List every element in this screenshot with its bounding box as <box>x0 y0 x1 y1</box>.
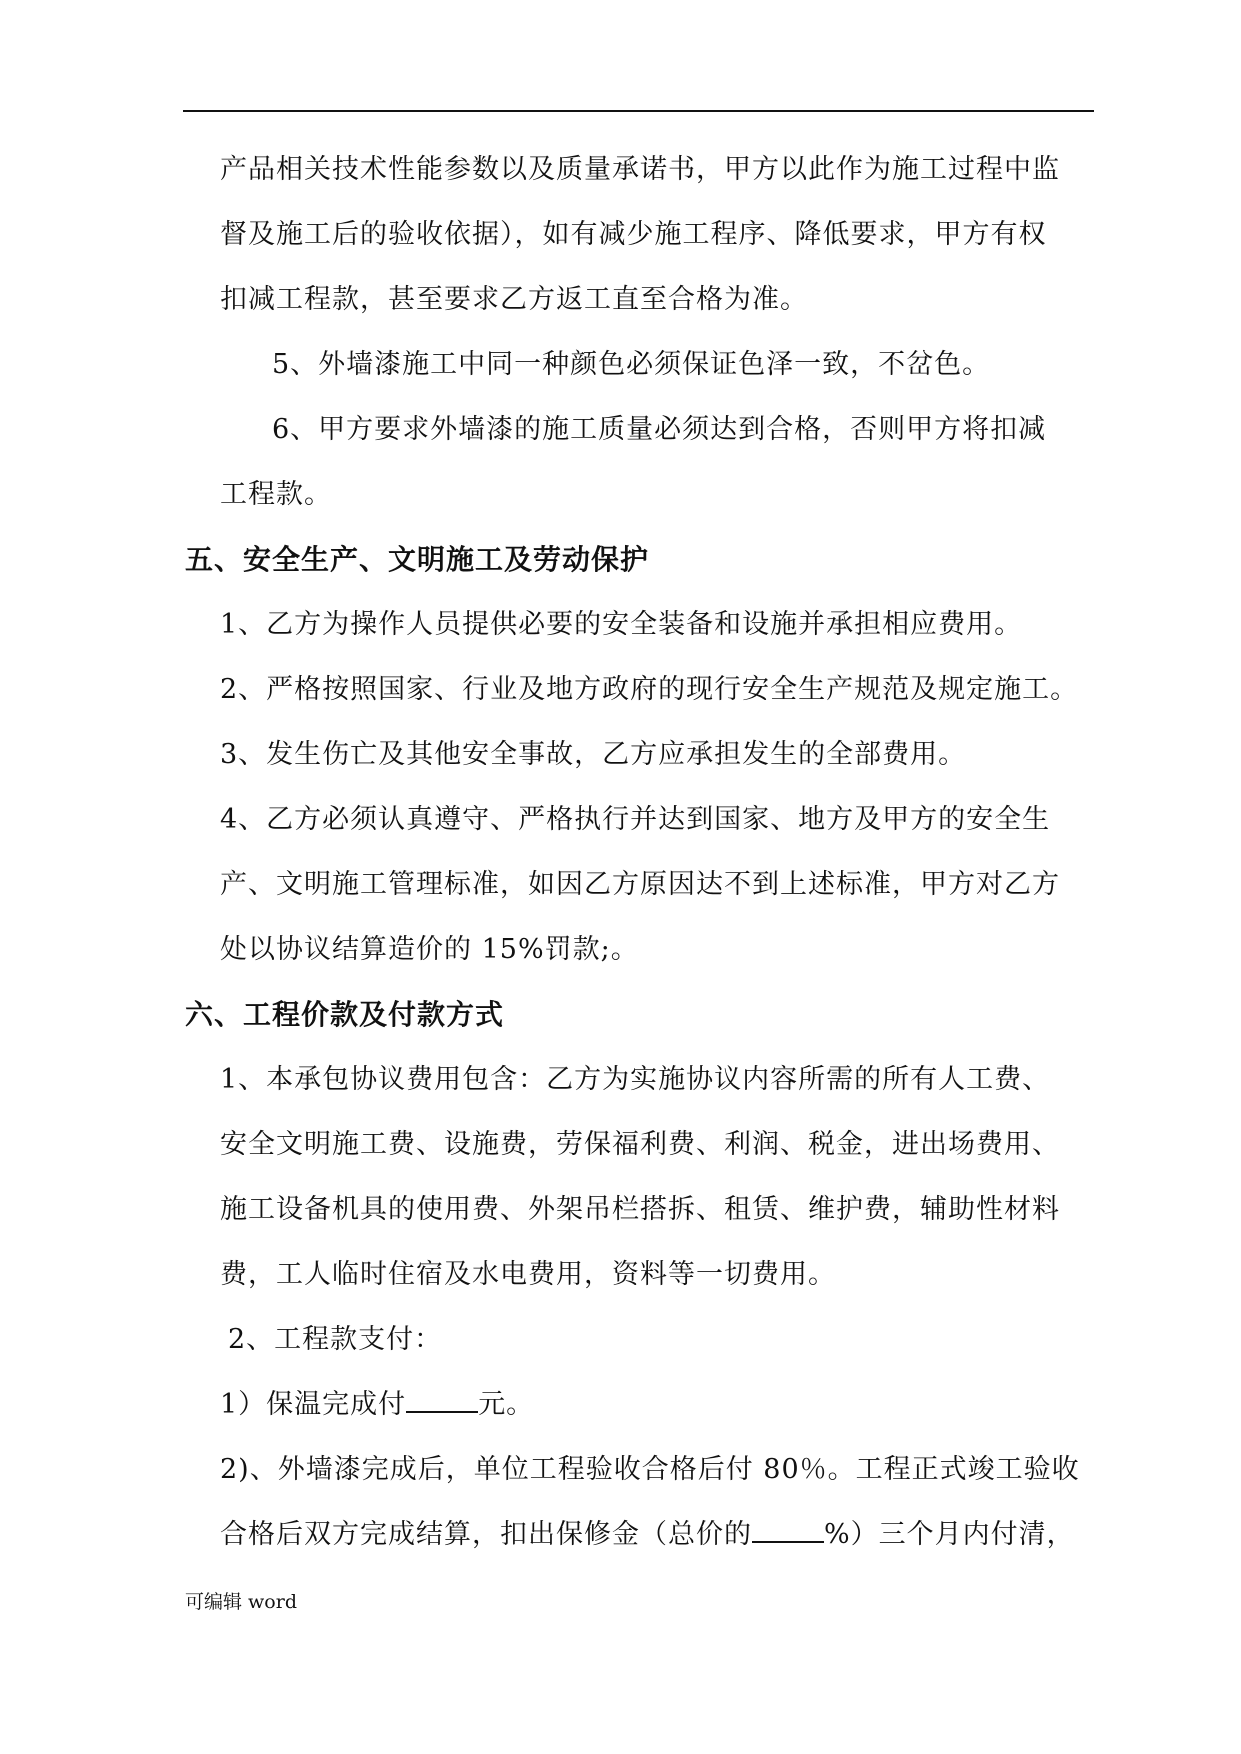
paragraph-line: 费，工人临时住宿及水电费用，资料等一切费用。 <box>220 1259 836 1290</box>
paragraph-line: 督及施工后的验收依据），如有减少施工程序、降低要求，甲方有权 <box>220 219 1047 250</box>
paragraph-line: 产、文明施工管理标准，如因乙方原因达不到上述标准，甲方对乙方 <box>220 869 1060 900</box>
payment-text: 元。 <box>478 1389 535 1420</box>
payment-text: 1）保温完成付 <box>220 1389 407 1420</box>
paragraph-line: 安全文明施工费、设施费，劳保福利费、利润、税金，进出场费用、 <box>220 1129 1060 1160</box>
section-heading: 五、安全生产、文明施工及劳动保护 <box>185 543 650 576</box>
paragraph-line: 扣减工程款，甚至要求乙方返工直至合格为准。 <box>220 284 808 315</box>
list-item: 1、本承包协议费用包含：乙方为实施协议内容所需的所有人工费、 <box>220 1064 1051 1095</box>
paragraph-line: 6、甲方要求外墙漆的施工质量必须达到合格，否则甲方将扣减 <box>272 414 1047 445</box>
payment-text: %）三个月内付清， <box>824 1519 1075 1550</box>
payment-text: 合格后双方完成结算，扣出保修金（总价的 <box>220 1519 752 1550</box>
payment-line <box>220 1515 1075 1555</box>
paragraph-line: 工程款。 <box>220 479 332 510</box>
footer-text: 可编辑 word <box>185 1591 297 1613</box>
list-item: 2、工程款支付： <box>228 1324 443 1355</box>
fill-blank <box>752 1515 824 1543</box>
list-item: 1、乙方为操作人员提供必要的安全装备和设施并承担相应费用。 <box>220 609 1023 640</box>
payment-line <box>220 1385 534 1425</box>
paragraph-line: 产品相关技术性能参数以及质量承诺书，甲方以此作为施工过程中监 <box>220 154 1060 185</box>
list-item: 4、乙方必须认真遵守、严格执行并达到国家、地方及甲方的安全生 <box>220 804 1051 835</box>
paragraph-line: 2)、外墙漆完成后，单位工程验收合格后付 80％。工程正式竣工验收 <box>220 1454 1080 1485</box>
paragraph-line: 处以协议结算造价的 15%罚款;。 <box>220 934 639 965</box>
header-rule <box>183 110 1094 112</box>
paragraph-line: 施工设备机具的使用费、外架吊栏搭拆、租赁、维护费，辅助性材料 <box>220 1194 1060 1225</box>
section-heading: 六、工程价款及付款方式 <box>185 998 505 1031</box>
fill-blank <box>406 1385 478 1413</box>
list-item: 2、严格按照国家、行业及地方政府的现行安全生产规范及规定施工。 <box>220 674 1079 705</box>
list-item: 3、发生伤亡及其他安全事故，乙方应承担发生的全部费用。 <box>220 739 967 770</box>
paragraph-line: 5、外墙漆施工中同一种颜色必须保证色泽一致，不岔色。 <box>272 349 991 380</box>
